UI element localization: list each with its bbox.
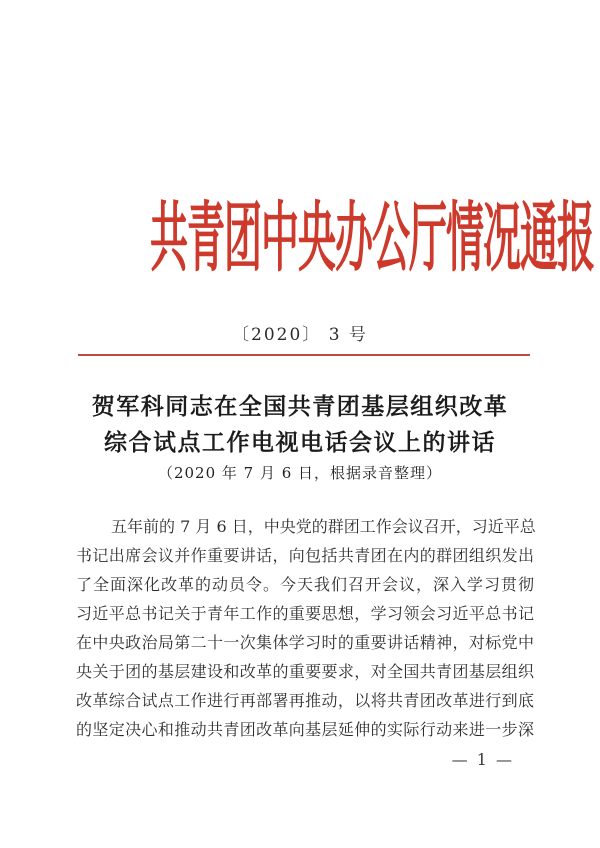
body-line: 了全面深化改革的动员令。今天我们召开会议，深入学习贯彻	[76, 575, 534, 594]
masthead-title: 共青团中央办公厅情况通报	[150, 193, 594, 282]
body-text	[76, 512, 534, 744]
date-note: （2020 年 7 月 6 日，根据录音整理）	[157, 464, 443, 482]
speech-title-line-1: 贺军科同志在全国共青团基层组织改革	[91, 393, 509, 420]
body-line: 改革综合试点工作进行再部署再推动，以将共青团改革进行到底	[76, 691, 534, 710]
body-line: 央关于团的基层建设和改革的重要要求，对全国共青团基层组织	[76, 662, 534, 681]
issue-number: 〔2020〕 3 号	[232, 325, 368, 345]
body-line: 书记出席会议并作重要讲话，向包括共青团在内的群团组织发出	[76, 546, 534, 565]
page-number: — 1 —	[451, 750, 514, 769]
red-divider-rule	[78, 354, 530, 356]
body-line: 习近平总书记关于青年工作的重要思想，学习领会习近平总书记	[76, 604, 534, 623]
body-line: 在中央政治局第二十一次集体学习时的重要讲话精神，对标党中	[76, 633, 534, 652]
speech-title-line-2: 综合试点工作电视电话会议上的讲话	[104, 429, 496, 456]
body-line: 五年前的 7 月 6 日，中央党的群团工作会议召开，习近平总	[111, 517, 536, 536]
body-line: 的坚定决心和推动共青团改革向基层延伸的实际行动来进一步深	[76, 720, 534, 739]
